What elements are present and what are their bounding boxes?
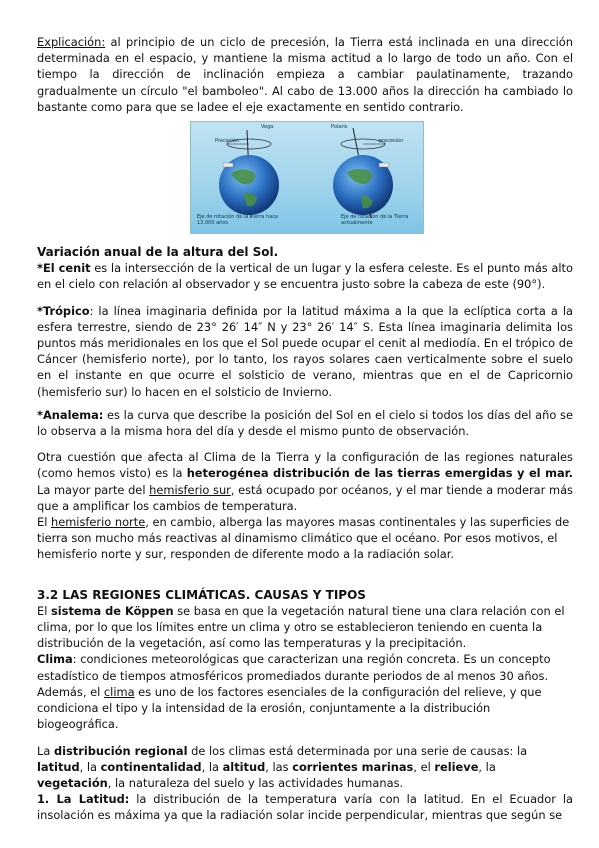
explicacion-text: al principio de un ciclo de precesión, la Tierra está inclinada en una dirección determinada en el espacio, y mantiene la misma actitud a lo largo de todo un año. Con el tiempo la dirección de inclinación empieza a cambiar paulatinamente, trazando gradualmente un círculo "el bamboleo". Al cabo de 13.000 años la dirección ha cambiado lo bastante como para que se ladee el eje exactamente en sentido contrario. xyxy=(37,35,573,114)
cenit-label: *El cenit xyxy=(37,261,91,276)
sur-post: , está ocupado por océanos, y el mar tiende a moderar más que a amplificar los cambios de temperatura. xyxy=(37,482,573,513)
dist-text-8: , la naturaleza del suelo y las actividades humanas. xyxy=(107,775,404,790)
explicacion-paragraph xyxy=(37,34,573,115)
explicacion-label: Explicación: xyxy=(37,35,106,49)
analema-paragraph xyxy=(37,407,573,439)
dist-bold-2: latitud xyxy=(37,759,80,774)
dist-text-3: , la xyxy=(79,759,101,774)
analema-text: es la curva que describe la posición del Sol en el cielo si todos los días del año se lo observa a la misma hora del día y desde el mismo punto de observación. xyxy=(37,407,573,439)
hemisferio-norte-link[interactable]: hemisferio norte xyxy=(50,515,146,530)
distribucion-paragraph xyxy=(37,743,573,792)
clima-text: : condiciones meteorológicas que caracterizan una región concreta. Es un concepto estadístico de tiempos atmosféricos promediados durante periodos de al menos 30 años. xyxy=(37,652,551,683)
ademas-pre: Además, el xyxy=(37,684,104,699)
dist-bold-6: relieve xyxy=(434,759,479,774)
right-mid-label: precesión xyxy=(379,138,404,145)
latitud-label: 1. La Latitud: xyxy=(37,792,130,807)
cenit-paragraph xyxy=(37,260,573,292)
clima-intro: Otra cuestión que afecta al Clima de la Tierra y la configuración de las regiones naturales (como hemos visto) es la xyxy=(37,450,573,481)
dist-text-4: , la xyxy=(201,759,223,774)
left-caption: Eje de rotación de la Tierra hace 13.000 años xyxy=(197,214,279,227)
koppen-bold: sistema de Köppen xyxy=(50,603,174,618)
clima-link[interactable]: clima xyxy=(103,684,135,699)
sur-pre: La mayor parte del xyxy=(37,482,150,497)
cenit-text: es la intersección de la vertical de un lugar y la esfera celeste. Es el punto más alto en el cielo con relación al observador y se encuentra justo sobre la cabeza de este (90°). xyxy=(37,261,573,292)
clima-bold: heterogénea distribución de las tierras emergidas y el mar. xyxy=(186,466,573,481)
clima-def-paragraph xyxy=(37,651,573,683)
analema-label: *Analema: xyxy=(37,407,104,422)
clima-tierra-paragraph xyxy=(37,449,573,514)
dist-bold-1: distribución regional xyxy=(53,743,188,758)
latitud-paragraph xyxy=(37,791,573,823)
right-caption: Eje de rotación de la Tierra actualmente xyxy=(341,214,409,227)
dist-text-7: , la xyxy=(478,759,496,774)
latitud-text: la distribución de la temperatura varía con la latitud. En el Ecuador la insolación es máxima ya que la radiación solar incide perpendicular, mientras que según se xyxy=(37,792,573,823)
dist-text-2: de los climas está determinada por una serie de causas: la xyxy=(187,743,528,758)
regiones-title: 3.2 LAS REGIONES CLIMÁTICAS. CAUSAS Y TIPOS xyxy=(37,587,366,602)
koppen-paragraph xyxy=(37,603,573,652)
norte-post: , en cambio, alberga las mayores masas continentales y las superficies de tierra son mucho más reactivas al dinamismo climático que el océano. Por esos motivos, el hemisferio norte y sur, responden de diferente modo a la radiación solar. xyxy=(37,515,570,562)
tropico-text: : la línea imaginaria definida por la latitud máxima a la que la eclíptica corta a la esfera terrestre, siendo de 23° 26′ 14″ N y 23° 26′ 14″ S. Esta línea imaginaria delimita los puntos más meridionales en los que el Sol puede ocupar el cenit al mediodía. En el trópico de Cáncer (hemisferio norte), por lo tanto, los rayos solares caen verticalmente sobre el suelo en el instante en que ocurre el solsticio de verano, mientras que en el de Capricornio (hemisferio sur) lo hacen en el solsticio de Invierno. xyxy=(37,303,573,399)
clima-label: Clima xyxy=(37,652,73,667)
koppen-post: se basa en que la vegetación natural tiene una clara relación con el clima, por lo que los límites entre un clima y otro se establecieron teniendo en cuenta la distribución de la vegetación, así como las temperaturas y la precipitación. xyxy=(37,603,565,651)
document-page xyxy=(37,34,573,824)
altura-title: Variación anual de la altura del Sol. xyxy=(37,245,279,260)
right-top-label: Polaris xyxy=(331,124,348,131)
dist-bold-5: corrientes marinas xyxy=(292,759,414,774)
norte-pre: El xyxy=(37,515,51,530)
left-top-label: Vega xyxy=(261,124,274,131)
dist-bold-4: altitud xyxy=(222,759,266,774)
tropico-label: *Trópico xyxy=(37,303,90,318)
dist-text-5: , las xyxy=(265,759,293,774)
left-mid-label: Precesión xyxy=(215,138,239,145)
precession-figure xyxy=(190,121,424,234)
dist-text-1: La xyxy=(37,743,54,758)
ademas-post: es uno de los factores esenciales de la configuración del relieve, y que condiciona el tipo y la intensidad de la erosión, conjuntamente a la distribución biogeográfica. xyxy=(37,684,542,732)
hemisferio-norte-paragraph xyxy=(37,514,573,563)
dist-text-6: , el xyxy=(413,759,435,774)
hemisferio-sur-link[interactable]: hemisferio sur xyxy=(149,482,231,497)
ademas-paragraph xyxy=(37,684,573,733)
dist-bold-7: vegetación xyxy=(37,775,108,790)
dist-bold-3: continentalidad xyxy=(100,759,202,774)
koppen-pre: El xyxy=(37,603,51,618)
tropico-paragraph xyxy=(37,303,573,400)
